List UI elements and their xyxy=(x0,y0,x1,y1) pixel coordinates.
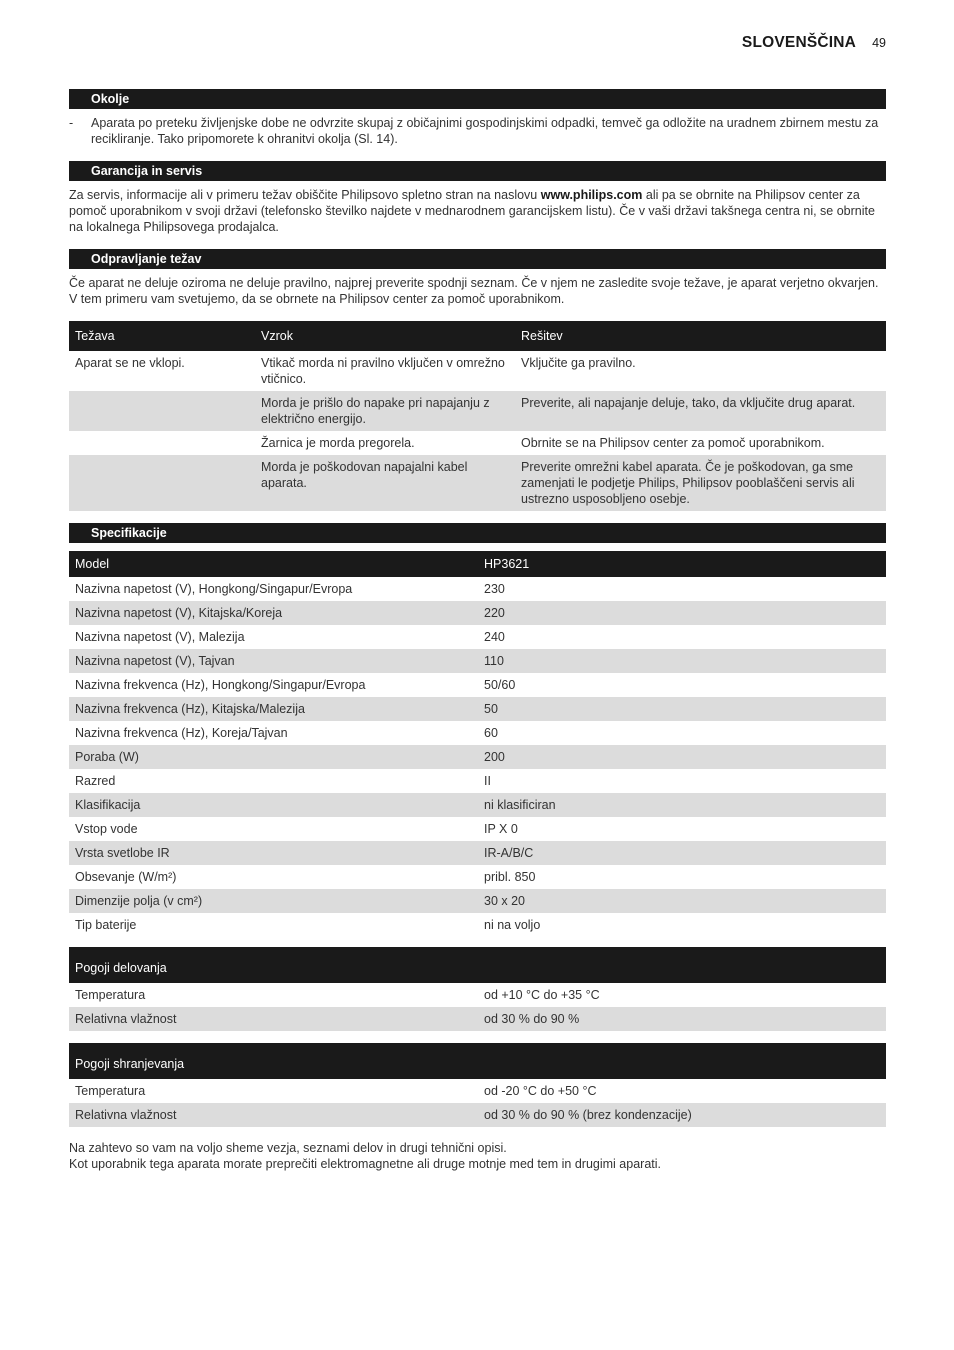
spec-label: Nazivna napetost (V), Kitajska/Koreja xyxy=(69,601,478,625)
operating-conditions-table xyxy=(69,947,886,1031)
footer-note-2: Kot uporabnik tega aparata morate preprečiti elektromagnetne ali druge motnje med tem in drugimi aparati. xyxy=(69,1157,661,1171)
spec-value: 230 xyxy=(484,582,505,596)
spec-label: Temperatura xyxy=(75,988,146,1002)
table-row xyxy=(69,721,886,745)
column-header-solution: Rešitev xyxy=(515,321,886,351)
spec-value: 110 xyxy=(478,649,886,673)
spec-header-value: HP3621 xyxy=(478,551,886,577)
table-row xyxy=(69,745,886,769)
spec-value: IR-A/B/C xyxy=(478,841,886,865)
table-row xyxy=(69,1079,886,1103)
table-row xyxy=(69,649,886,673)
spec-label: Relativna vlažnost xyxy=(69,1103,478,1127)
spec-label: Vstop vode xyxy=(75,822,138,836)
spec-label: Dimenzije polja (v cm²) xyxy=(69,889,478,913)
spec-label: Nazivna napetost (V), Malezija xyxy=(75,630,245,644)
spec-value: od 30 % do 90 % xyxy=(478,1007,886,1031)
bullet-dash: - xyxy=(69,116,74,130)
spec-label: Tip baterije xyxy=(75,918,137,932)
spec-value: 50 xyxy=(478,697,886,721)
table-row xyxy=(69,865,886,889)
table-row xyxy=(69,983,886,1007)
storage-conditions-table xyxy=(69,1043,886,1127)
spec-label: Poraba (W) xyxy=(69,745,478,769)
storage-conditions-title: Pogoji shranjevanja xyxy=(69,1043,886,1079)
table-row xyxy=(69,697,886,721)
garancija-text-before: Za servis, informacije ali v primeru težav obiščite Philipsovo spletno stran na naslovu xyxy=(69,188,541,202)
page-content xyxy=(69,89,886,1172)
section-heading-okolje: Okolje xyxy=(69,89,886,109)
problem-cell xyxy=(69,431,255,455)
operating-conditions-title: Pogoji delovanja xyxy=(69,947,886,983)
section-heading-garancija: Garancija in servis xyxy=(69,161,886,181)
table-row xyxy=(69,913,886,937)
spec-label: Nazivna napetost (V), Tajvan xyxy=(69,649,478,673)
solution-cell: Preverite, ali napajanje deluje, tako, da vključite drug aparat. xyxy=(515,391,886,431)
table-row xyxy=(69,889,886,913)
table-row xyxy=(69,841,886,865)
spec-value: ni na voljo xyxy=(484,918,541,932)
spec-label: Temperatura xyxy=(75,1084,146,1098)
problem-cell xyxy=(69,391,255,431)
table-row xyxy=(69,793,886,817)
spec-label: Obsevanje (W/m²) xyxy=(75,870,177,884)
page-header xyxy=(742,34,886,52)
spec-value: od +10 °C do +35 °C xyxy=(484,988,600,1002)
spec-label: Nazivna frekvenca (Hz), Kitajska/Malezija xyxy=(69,697,478,721)
table-row xyxy=(69,673,886,697)
spec-value: IP X 0 xyxy=(484,822,518,836)
table-row xyxy=(69,817,886,841)
spec-label: Vrsta svetlobe IR xyxy=(69,841,478,865)
table-row xyxy=(69,601,886,625)
spec-label: Nazivna frekvenca (Hz), Koreja/Tajvan xyxy=(75,726,288,740)
table-row xyxy=(69,391,886,431)
spec-value: od -20 °C do +50 °C xyxy=(484,1084,597,1098)
page-number: 49 xyxy=(872,36,886,50)
column-header-cause: Vzrok xyxy=(255,321,515,351)
table-row xyxy=(69,625,886,649)
section-heading-odpravljanje: Odpravljanje težav xyxy=(69,249,886,269)
okolje-bullet xyxy=(69,115,886,147)
problem-cell: Aparat se ne vklopi. xyxy=(75,356,185,370)
spec-value: pribl. 850 xyxy=(484,870,536,884)
section-heading-specifikacije: Specifikacije xyxy=(69,523,886,543)
language-title: SLOVENŠČINA xyxy=(741,34,857,51)
spec-header-label: Model xyxy=(69,551,478,577)
spec-value: 60 xyxy=(484,726,498,740)
spec-value: 240 xyxy=(484,630,505,644)
table-row xyxy=(69,1007,886,1031)
specifications-table xyxy=(69,551,886,937)
solution-cell: Obrnite se na Philipsov center za pomoč uporabnikom. xyxy=(521,436,825,450)
table-header-row xyxy=(69,551,886,577)
cause-cell: Morda je poškodovan napajalni kabel aparata. xyxy=(255,455,515,511)
table-row xyxy=(69,431,886,455)
table-header-row xyxy=(69,947,886,983)
spec-value: 50/60 xyxy=(484,678,516,692)
cause-cell: Žarnica je morda pregorela. xyxy=(261,436,415,450)
spec-label: Klasifikacija xyxy=(69,793,478,817)
solution-cell: Preverite omrežni kabel aparata. Če je poškodovan, ga sme zamenjati le podjetje Philips, Philipsov pooblaščeni servis ali ustrezno usposobljeno osebje. xyxy=(515,455,886,511)
table-row xyxy=(69,577,886,601)
table-header-row xyxy=(69,1043,886,1079)
garancija-text xyxy=(69,187,886,235)
spec-value: 200 xyxy=(478,745,886,769)
spec-label: Nazivna frekvenca (Hz), Hongkong/Singapur/Evropa xyxy=(75,678,366,692)
spec-value: 220 xyxy=(478,601,886,625)
spec-label: Razred xyxy=(75,774,116,788)
table-row xyxy=(69,351,886,391)
solution-cell: Vključite ga pravilno. xyxy=(521,356,636,370)
troubleshooting-table xyxy=(69,321,886,511)
spec-value: ni klasificiran xyxy=(478,793,886,817)
table-header-row xyxy=(69,321,886,351)
spec-value: 30 x 20 xyxy=(478,889,886,913)
odpravljanje-intro: Če aparat ne deluje oziroma ne deluje pravilno, najprej preverite spodnji seznam. Če v njem ne zasledite svoje težave, je aparat verjetno okvarjen. V tem primeru vam svetujemo, da se obrnete na Philipsov center za pomoč uporabnikom. xyxy=(69,276,879,306)
okolje-text: Aparata po preteku življenjske dobe ne odvrzite skupaj z običajnimi gospodinjskimi odpadki, temveč ga odložite na uradnem zbirnem mestu za recikliranje. Tako pripomorete k ohranitvi okolja (Sl. 14). xyxy=(91,116,879,146)
philips-link[interactable]: www.philips.com xyxy=(540,188,643,202)
spec-value: od 30 % do 90 % (brez kondenzacije) xyxy=(478,1103,886,1127)
column-header-problem: Težava xyxy=(69,321,255,351)
spec-label: Relativna vlažnost xyxy=(69,1007,478,1031)
footer-note-1: Na zahtevo so vam na voljo sheme vezja, seznami delov in drugi tehnični opisi. xyxy=(69,1141,507,1155)
problem-cell xyxy=(69,455,255,511)
table-row xyxy=(69,769,886,793)
cause-cell: Vtikač morda ni pravilno vključen v omrežno vtičnico. xyxy=(261,356,505,386)
spec-label: Nazivna napetost (V), Hongkong/Singapur/Evropa xyxy=(75,582,353,596)
table-row xyxy=(69,1103,886,1127)
garancija-text-after: ali pa se obrnite na Philipsov center za pomoč uporabnikom v svoji državi (telefonsko številko najdete v mednarodnem garancijskem listu). Če v vaši državi takšnega centra ni, se obrnite na lokalnega Philipsovega prodajalca. xyxy=(69,188,875,234)
spec-value: II xyxy=(484,774,491,788)
table-row xyxy=(69,455,886,511)
cause-cell: Morda je prišlo do napake pri napajanju z električno energijo. xyxy=(255,391,515,431)
